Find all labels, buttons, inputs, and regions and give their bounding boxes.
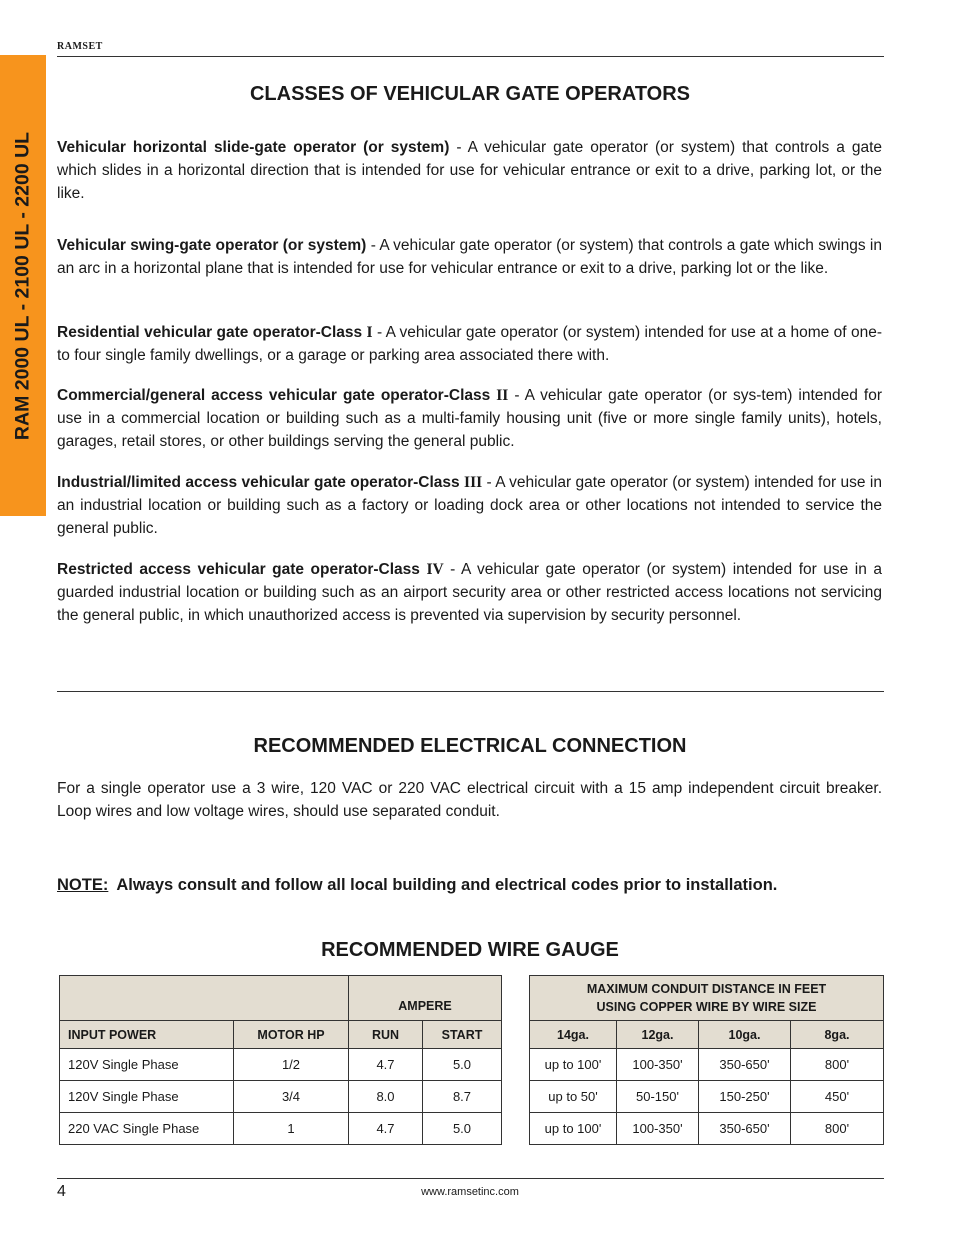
cell-input-power: 120V Single Phase <box>60 1081 234 1113</box>
conduit-group-header: MAXIMUM CONDUIT DISTANCE IN FEET USING COPPER WIRE BY WIRE SIZE <box>530 976 884 1021</box>
class-item-slide: Vehicular horizontal slide-gate operator (or system) - A vehicular gate operator (or system) that controls a gate which slides in a horizontal direction that is intended for use for vehicular entrance or exit to a drive, parking lot, or the like. <box>57 139 882 203</box>
footer-url: www.ramsetinc.com <box>421 1186 519 1198</box>
cell-run: 8.0 <box>349 1081 423 1113</box>
cell-motor-hp: 3/4 <box>234 1081 349 1113</box>
section-divider <box>57 691 884 692</box>
column-header-8ga: 8ga. <box>791 1021 884 1049</box>
class-item-industrial: Industrial/limited access vehicular gate operator-Class III - A vehicular gate operator (or system) intended for use in an industrial location or building such as a factory or loading dock area or other locations not intended to service the general public. <box>57 474 882 538</box>
cell-start: 5.0 <box>423 1049 502 1081</box>
column-header-14ga: 14ga. <box>530 1021 617 1049</box>
column-header-motor-hp: MOTOR HP <box>234 1021 349 1049</box>
installation-note <box>57 876 777 895</box>
column-header-run: RUN <box>349 1021 423 1049</box>
class-item-restricted: Restricted access vehicular gate operator-Class IV - A vehicular gate operator (or system) intended for use in a guarded industrial location or building such as an airport security area or other restricted access locations not servicing the general public, in which unauthorized access is prevented via supervision by security personnel. <box>57 561 883 625</box>
class-item-swing: Vehicular swing-gate operator (or system) - A vehicular gate operator (or system) that controls a gate which swings in an arc in a horizontal plane that is intended for use for vehicular entrance or exit to a drive, parking lot or the like. <box>57 237 882 278</box>
cell-start: 8.7 <box>423 1081 502 1113</box>
cell-8ga: 800' <box>791 1113 884 1145</box>
footer-rule <box>57 1178 884 1179</box>
table-row <box>530 1113 884 1145</box>
column-header-input-power: INPUT POWER <box>60 1021 234 1049</box>
table-row <box>530 1049 884 1081</box>
cell-motor-hp: 1 <box>234 1113 349 1145</box>
header-rule <box>57 56 884 57</box>
electrical-text: For a single operator use a 3 wire, 120 VAC or 220 VAC electrical circuit with a 15 amp independent circuit breaker. Loop wires and low voltage wires, should use separated conduit. <box>57 780 882 821</box>
table-row <box>60 1081 502 1113</box>
cell-run: 4.7 <box>349 1049 423 1081</box>
cell-input-power: 120V Single Phase <box>60 1049 234 1081</box>
column-header-start: START <box>423 1021 502 1049</box>
cell-14ga: up to 100' <box>530 1049 617 1081</box>
table-row <box>60 1049 502 1081</box>
cell-12ga: 100-350' <box>617 1113 699 1145</box>
note-text: Always consult and follow all local building and electrical codes prior to installation. <box>116 876 778 894</box>
cell-8ga: 800' <box>791 1049 884 1081</box>
class-item-residential: Residential vehicular gate operator-Class I - A vehicular gate operator (or system) intended for use at a home of one-to four single family dwellings, or a garage or parking area associated there with. <box>57 324 882 365</box>
column-header-12ga: 12ga. <box>617 1021 699 1049</box>
ampere-table <box>59 975 502 1145</box>
class-item-commercial: Commercial/general access vehicular gate operator-Class II - A vehicular gate operator (or sys-tem) intended for use in a commercial location or building such as a multi-family housing unit (five or more single family units), hotels, garages, retail stores, or other buildings serving the general public. <box>57 387 882 451</box>
cell-start: 5.0 <box>423 1113 502 1145</box>
cell-8ga: 450' <box>791 1081 884 1113</box>
electrical-title: RECOMMENDED ELECTRICAL CONNECTION <box>253 735 687 757</box>
cell-14ga: up to 100' <box>530 1113 617 1145</box>
brand-label: RAMSET <box>57 41 103 52</box>
cell-10ga: 350-650' <box>699 1113 791 1145</box>
side-tab <box>0 55 46 516</box>
cell-14ga: up to 50' <box>530 1081 617 1113</box>
wire-gauge-title: RECOMMENDED WIRE GAUGE <box>321 939 619 961</box>
ampere-group-header: AMPERE <box>349 976 502 1021</box>
cell-12ga: 100-350' <box>617 1049 699 1081</box>
cell-motor-hp: 1/2 <box>234 1049 349 1081</box>
conduit-distance-table <box>529 975 884 1145</box>
cell-12ga: 50-150' <box>617 1081 699 1113</box>
classes-title: CLASSES OF VEHICULAR GATE OPERATORS <box>249 83 691 105</box>
page-number: 4 <box>57 1183 66 1200</box>
cell-10ga: 150-250' <box>699 1081 791 1113</box>
table-row <box>60 1113 502 1145</box>
column-header-10ga: 10ga. <box>699 1021 791 1049</box>
cell-10ga: 350-650' <box>699 1049 791 1081</box>
side-tab-label: RAM 2000 UL - 2100 UL - 2200 UL <box>11 131 34 440</box>
cell-input-power: 220 VAC Single Phase <box>60 1113 234 1145</box>
cell-run: 4.7 <box>349 1113 423 1145</box>
note-label: NOTE: <box>57 876 109 894</box>
table-row <box>530 1081 884 1113</box>
